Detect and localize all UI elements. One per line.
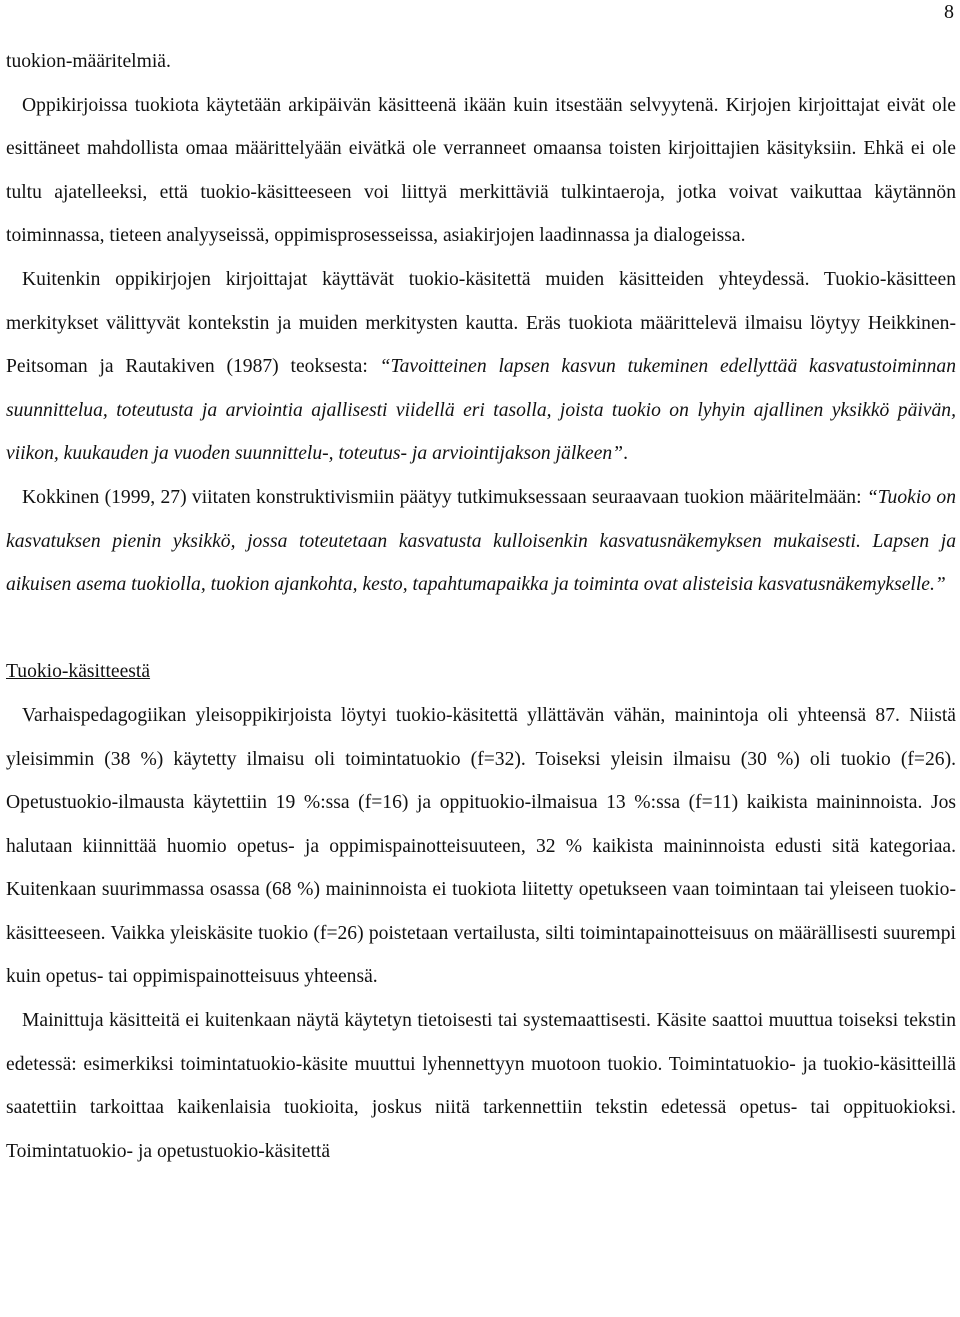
- paragraph-definition-kokkinen: [6, 476, 956, 607]
- text-span: Mainittuja käsitteitä ei kuitenkaan näytä käytetyn tietoisesti tai systemaattisesti. Käsite saattoi muuttua toiseksi tekstin edetessä: esimerkiksi toimintatuokio-käsite muuttui lyhennettyyn muotoon tuokio. Toimintatuokio- ja tuokio-käsitteillä saatettiin tarkoittaa kaikenlaisia tuokioita, joskus niitä tarkennettiin tekstin edetessä opetus- tai oppituokioksi. Toimintatuokio- ja opetustuokio-käsitettä: [6, 1010, 956, 1162]
- document-body: [6, 40, 956, 1173]
- text-span: Oppikirjoissa tuokiota käytetään arkipäivän käsitteenä ikään kuin itsestään selvyytenä. Kirjojen kirjoittajat eivät ole esittäneet mahdollista omaa määrittelyään eivätkä ole verranneet omaansa toisten kirjoittajien käsityksiin. Ehkä ei ole tultu ajatelleeksi, että tuokio-käsitteeseen voi liittyä merkittäviä tulkintaeroja, jotka voivat vaikuttaa käytännön toiminnassa, tieteen analyyseissä, oppimisprosesseissa, asiakirjojen laadinnassa ja dialogeissa.: [6, 94, 956, 247]
- text-span: Varhaispedagogiikan yleisoppikirjoista löytyi tuokio-käsitettä yllättävän vähän, mainintoja oli yhteensä 87. Niistä yleisimmin (38 %) käytetty ilmaisu oli toimintatuokio (f=32). Toiseksi yleisin ilmaisu (30 %) oli tuokio (f=26). Opetustuokio-ilmausta käytettiin 19 %:ssa (f=16) ja oppituokio-ilmaisua 13 %:ssa (f=11) kaikista maininnoista. Jos halutaan kiinnittää huomio opetus- ja oppimispainotteisuuteen, 32 % kaikista maininnoista edusti sitä kategoriaa. Kuitenkaan suurimmassa osassa (68 %) maininnoista ei tuokiota liitetty opetukseen vaan toimintaan tai yleiseen tuokio-käsitteeseen. Vaikka yleiskäsite tuokio (f=26) poistetaan vertailusta, silti toimintapainotteisuus on määrällisesti suurempi kuin opetus- tai oppimispainotteisuus yhteensä.: [6, 704, 956, 988]
- paragraph-concept-usage: [6, 999, 956, 1173]
- quote-italic: “Tavoitteinen lapsen kasvun tukeminen edellyttää kasvatustoiminnan suunnittelua, toteutusta ja arviointia ajallisesti viidellä eri tasolla, joista tuokio on lyhyin ajallinen yksikkö päivän, viikon, kuukauden ja vuoden suunnittelu-, toteutus- ja arviointijakson jälkeen”: [6, 356, 956, 465]
- page-number: 8: [944, 1, 954, 23]
- paragraph-continuation: [6, 40, 956, 84]
- paragraph-definition-heikkinen: [6, 258, 956, 476]
- section-heading: Tuokio-käsitteestä: [6, 661, 151, 683]
- text-span: Kokkinen (1999, 27) viitaten konstruktivismiin päätyy tutkimuksessaan seuraavaan tuokion määritelmään:: [22, 486, 867, 508]
- paragraph-textbooks: [6, 84, 956, 258]
- quote-italic: “Tuokio on kasvatuksen pienin yksikkö, jossa toteutetaan kasvatusta kulloisenkin kasvatusnäkemyksen mukaisesti. Lapsen ja aikuisen asema tuokiolla, tuokion ajankohta, kesto, tapahtumapaikka ja toiminta ovat alisteisia kasvatusnäkemykselle.”: [6, 486, 956, 596]
- paragraph-statistics: [6, 694, 956, 999]
- text-span: Kuitenkin oppikirjojen kirjoittajat käyttävät tuokio-käsitettä muiden käsitteiden yhteydessä. Tuokio-käsitteen merkitykset välittyvät kontekstin ja muiden merkitysten kautta. Eräs tuokiota määrittelevä ilmaisu löytyy Heikkinen-Peitsoman ja Rautakiven (1987) teoksesta:: [6, 268, 956, 378]
- text-span: .: [623, 443, 628, 465]
- text-span: tuokion-määritelmiä.: [6, 51, 171, 72]
